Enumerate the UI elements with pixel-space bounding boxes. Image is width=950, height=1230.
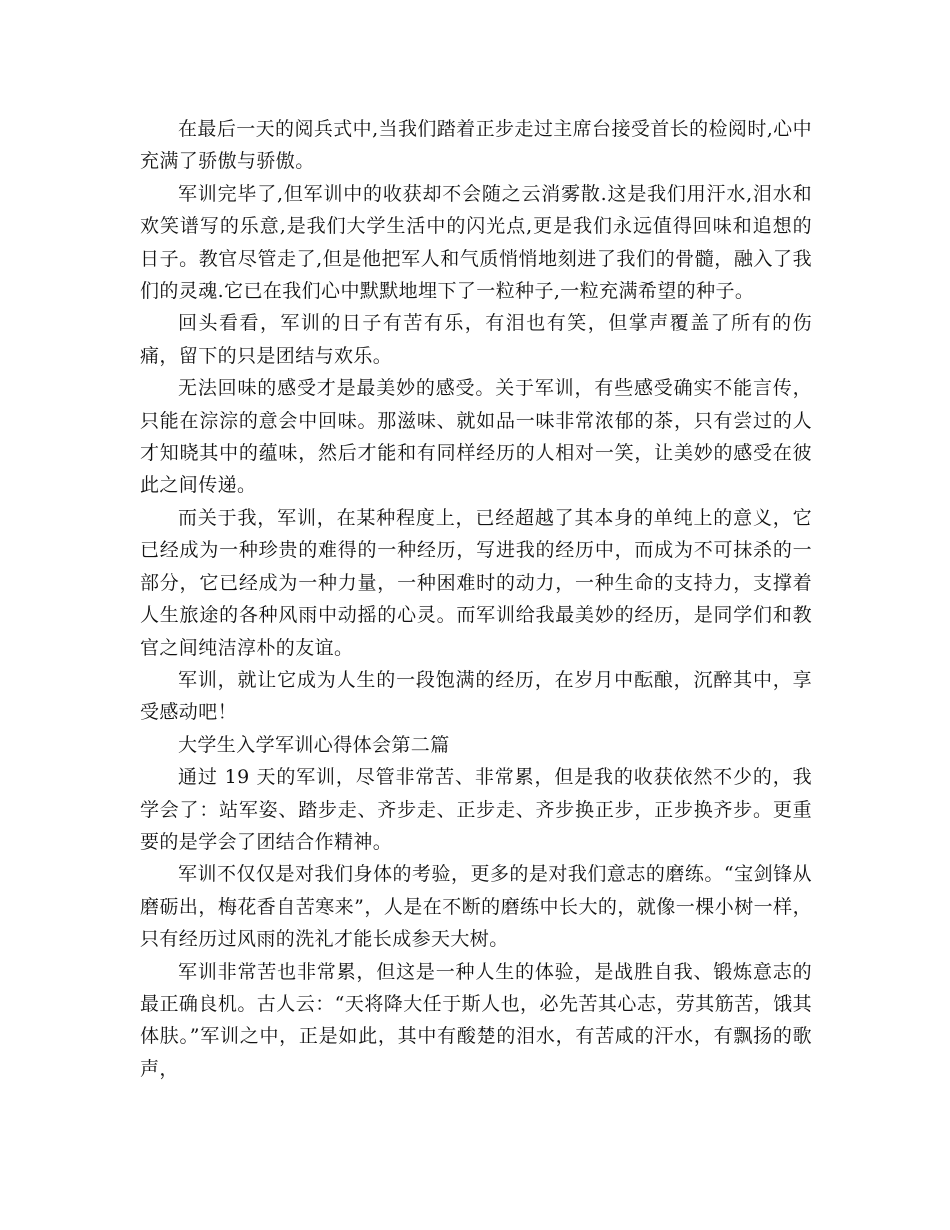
paragraph: 军训，就让它成为人生的一段饱满的经历，在岁月中酝酿，沉醉其中，享受感动吧！ [140,668,812,724]
paragraph: 在最后一天的阅兵式中,当我们踏着正步走过主席台接受首长的检阅时,心中充满了骄傲与骄傲。 [140,118,812,173]
document-body [140,113,812,1085]
section-heading: 大学生入学军训心得体会第二篇 [178,733,450,756]
paragraph: 军训完毕了,但军训中的收获却不会随之云消雾散.这是我们用汗水,泪水和欢笑谱写的乐意,是我们大学生活中的闪光点,更是我们永远值得回味和追想的日子。教官尽管走了,但是他把军人和气质悄悄地刻进了我们的骨髓，融入了我们的灵魂.它已在我们心中默默地埋下了一粒种子,一粒充满希望的种子。 [140,182,812,303]
paragraph: 而关于我，军训，在某种程度上，已经超越了其本身的单纯上的意义，它已经成为一种珍贵的难得的一种经历，写进我的经历中，而成为不可抹杀的一部分，它已经成为一种力量，一种困难时的动力，一种生命的支持力，支撑着人生旅途的各种风雨中动摇的心灵。而军训给我最美妙的经历，是同学们和教官之间纯洁淳朴的友谊。 [140,506,812,659]
paragraph: 回头看看，军训的日子有苦有乐，有泪也有笑，但掌声覆盖了所有的伤痛，留下的只是团结与欢乐。 [140,312,812,367]
paragraph: 无法回味的感受才是最美妙的感受。关于军训，有些感受确实不能言传，只能在淙淙的意会中回味。那滋味、就如品一味非常浓郁的茶，只有尝过的人才知晓其中的蕴味，然后才能和有同样经历的人相对一笑，让美妙的感受在彼此之间传递。 [140,377,812,497]
paragraph: 军训非常苦也非常累，但这是一种人生的体验，是战胜自我、锻炼意志的最正确良机。古人云：“天将降大任于斯人也，必先苦其心志，劳其筋苦，饿其体肤。”军训之中，正是如此，其中有酸楚的泪水，有苦咸的汗水，有飘扬的歌声， [140,960,812,1080]
paragraph: 通过 19 天的军训，尽管非常苦、非常累，但是我的收获依然不少的，我学会了：站军姿、踏步走、齐步走、正步走、齐步换正步，正步换齐步。更重要的是学会了团结合作精神。 [140,766,812,853]
paragraph: 军训不仅仅是对我们身体的考验，更多的是对我们意志的磨练。“宝剑锋从磨砺出，梅花香自苦寒来”，人是在不断的磨练中长大的，就像一棵小树一样，只有经历过风雨的洗礼才能长成参天大树。 [140,863,812,951]
